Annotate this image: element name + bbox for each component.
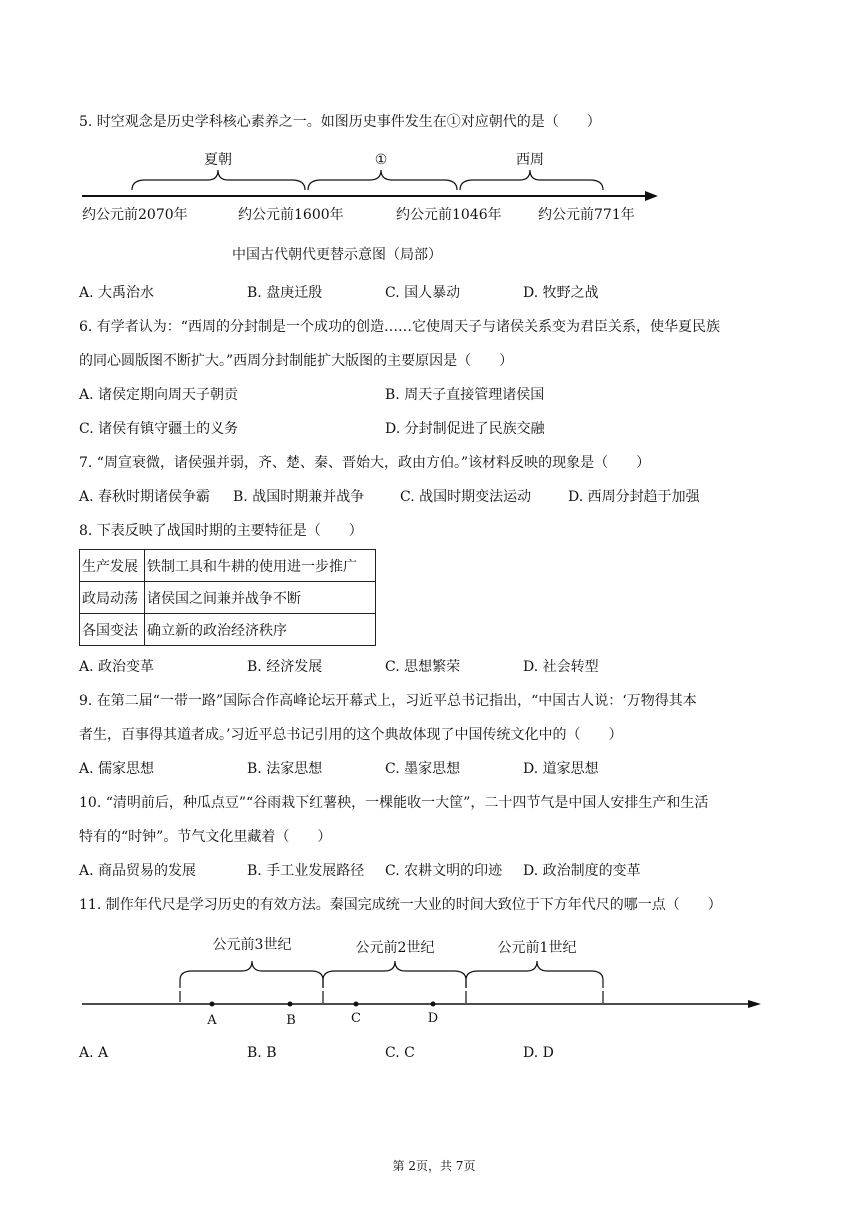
q5-brace-3 bbox=[460, 170, 603, 190]
q10-option-b: B. 手工业发展路径 bbox=[247, 863, 365, 879]
q8-option-c: C. 思想繁荣 bbox=[385, 659, 461, 675]
q6-option-d: D. 分封制促进了民族交融 bbox=[385, 421, 545, 437]
q8-stem: 8. 下表反映了战国时期的主要特征是（ ） bbox=[79, 523, 363, 539]
q11-period-1: 公元前3世纪 bbox=[212, 937, 292, 953]
q11-period-2: 公元前2世纪 bbox=[355, 940, 435, 956]
q9-stem-line2: 者生，百事得其道者成。’习近平总书记引用的这个典故体现了中国传统文化中的（ ） bbox=[79, 727, 623, 743]
table-row bbox=[80, 550, 376, 582]
table-row bbox=[80, 614, 376, 646]
q5-date-3: 约公元前1046年 bbox=[396, 207, 502, 223]
q11-option-b: B. B bbox=[247, 1045, 277, 1061]
q5-date-4: 约公元前771年 bbox=[538, 207, 635, 223]
q7-option-a: A. 春秋时期诸侯争霸 bbox=[79, 489, 211, 505]
q11-option-d: D. D bbox=[523, 1045, 554, 1061]
q11-option-c: C. C bbox=[385, 1045, 415, 1061]
q11-point-b-dot bbox=[288, 1002, 293, 1007]
q6-option-c: C. 诸侯有镇守疆土的义务 bbox=[79, 421, 239, 437]
table-cell: 生产发展 bbox=[80, 550, 145, 582]
q7-option-b: B. 战国时期兼并战争 bbox=[233, 489, 365, 505]
q5-brace-1 bbox=[132, 170, 305, 190]
q9-stem-line1: 9. 在第二届“一带一路”国际合作高峰论坛开幕式上，习近平总书记指出，“中国古人说：‘万物得其本 bbox=[79, 693, 697, 709]
q10-option-a: A. 商品贸易的发展 bbox=[79, 863, 197, 879]
q8-option-a: A. 政治变革 bbox=[79, 659, 155, 675]
q10-option-d: D. 政治制度的变革 bbox=[523, 863, 641, 879]
q7-option-d: D. 西周分封趋于加强 bbox=[568, 489, 700, 505]
table-cell: 各国变法 bbox=[80, 614, 145, 646]
q11-period-3: 公元前1世纪 bbox=[497, 940, 577, 956]
q11-brace-1 bbox=[180, 961, 323, 988]
q11-brace-2 bbox=[323, 961, 466, 988]
q11-point-b-label: B bbox=[286, 1013, 296, 1028]
q5-option-b: B. 盘庚迁殷 bbox=[247, 285, 323, 301]
q11-option-a: A. A bbox=[79, 1045, 109, 1061]
q11-point-a-dot bbox=[210, 1002, 215, 1007]
q11-stem: 11. 制作年代尺是学习历史的有效方法。秦国完成统一大业的时间大致位于下方年代尺的哪一点（ ） bbox=[79, 897, 722, 913]
q5-option-d: D. 牧野之战 bbox=[523, 285, 599, 301]
q8-table bbox=[79, 549, 376, 646]
q11-point-d-label: D bbox=[427, 1011, 439, 1026]
table-cell: 确立新的政治经济秩序 bbox=[145, 614, 376, 646]
table-row bbox=[80, 582, 376, 614]
q6-stem-line1: 6. 有学者认为：“西周的分封制是一个成功的创造……它使周天子与诸侯关系变为君臣关系，使华夏民族 bbox=[79, 319, 720, 335]
q5-period-3: 西周 bbox=[516, 152, 544, 168]
q10-stem-line1: 10. “清明前后，种瓜点豆”“谷雨栽下红薯秧，一棵能收一大筐”，二十四节气是中国人安排生产和生活 bbox=[79, 795, 709, 811]
q11-brace-3 bbox=[466, 961, 603, 988]
q5-period-1: 夏朝 bbox=[204, 152, 232, 168]
q5-axis-arrow bbox=[645, 191, 658, 201]
q6-stem-line2: 的同心圆版图不断扩大。”西周分封制能扩大版图的主要原因是（ ） bbox=[79, 353, 514, 369]
q11-point-c-label: C bbox=[351, 1011, 361, 1026]
q11-point-c-dot bbox=[354, 1002, 359, 1007]
q6-option-a: A. 诸侯定期向周天子朝贡 bbox=[79, 387, 239, 403]
q5-stem: 5. 时空观念是历史学科核心素养之一。如图历史事件发生在①对应朝代的是（ ） bbox=[79, 114, 601, 130]
q5-caption: 中国古代朝代更替示意图（局部） bbox=[232, 247, 442, 263]
q7-option-c: C. 战国时期变法运动 bbox=[400, 489, 532, 505]
q5-date-1: 约公元前2070年 bbox=[82, 207, 188, 223]
q9-option-b: B. 法家思想 bbox=[247, 761, 323, 777]
q9-option-a: A. 儒家思想 bbox=[79, 761, 155, 777]
q5-period-2: ① bbox=[374, 152, 388, 168]
q7-stem: 7. “周宣衰微，诸侯强并弱，齐、楚、秦、晋始大，政由方伯。”该材料反映的现象是（ ） bbox=[79, 455, 651, 471]
q8-option-b: B. 经济发展 bbox=[247, 659, 323, 675]
q5-option-c: C. 国人暴动 bbox=[385, 285, 461, 301]
table-cell: 政局动荡 bbox=[80, 582, 145, 614]
q11-axis-arrow bbox=[748, 1000, 761, 1008]
q10-stem-line2: 特有的“时钟”。节气文化里藏着（ ） bbox=[79, 829, 332, 845]
q10-option-c: C. 农耕文明的印迹 bbox=[385, 863, 503, 879]
q5-brace-2 bbox=[308, 170, 457, 190]
q6-option-b: B. 周天子直接管理诸侯国 bbox=[385, 387, 545, 403]
table-cell: 铁制工具和牛耕的使用进一步推广 bbox=[145, 550, 376, 582]
q11-point-d-dot bbox=[431, 1002, 436, 1007]
q5-date-2: 约公元前1600年 bbox=[238, 207, 344, 223]
q11-timeline-diagram bbox=[0, 925, 868, 1035]
q5-option-a: A. 大禹治水 bbox=[79, 285, 155, 301]
page-number-footer: 第 2页，共 7页 bbox=[392, 1159, 476, 1173]
q9-option-c: C. 墨家思想 bbox=[385, 761, 461, 777]
q5-timeline-diagram bbox=[0, 140, 868, 250]
q11-point-a-label: A bbox=[207, 1013, 217, 1028]
q9-option-d: D. 道家思想 bbox=[523, 761, 599, 777]
q8-option-d: D. 社会转型 bbox=[523, 659, 599, 675]
table-cell: 诸侯国之间兼并战争不断 bbox=[145, 582, 376, 614]
